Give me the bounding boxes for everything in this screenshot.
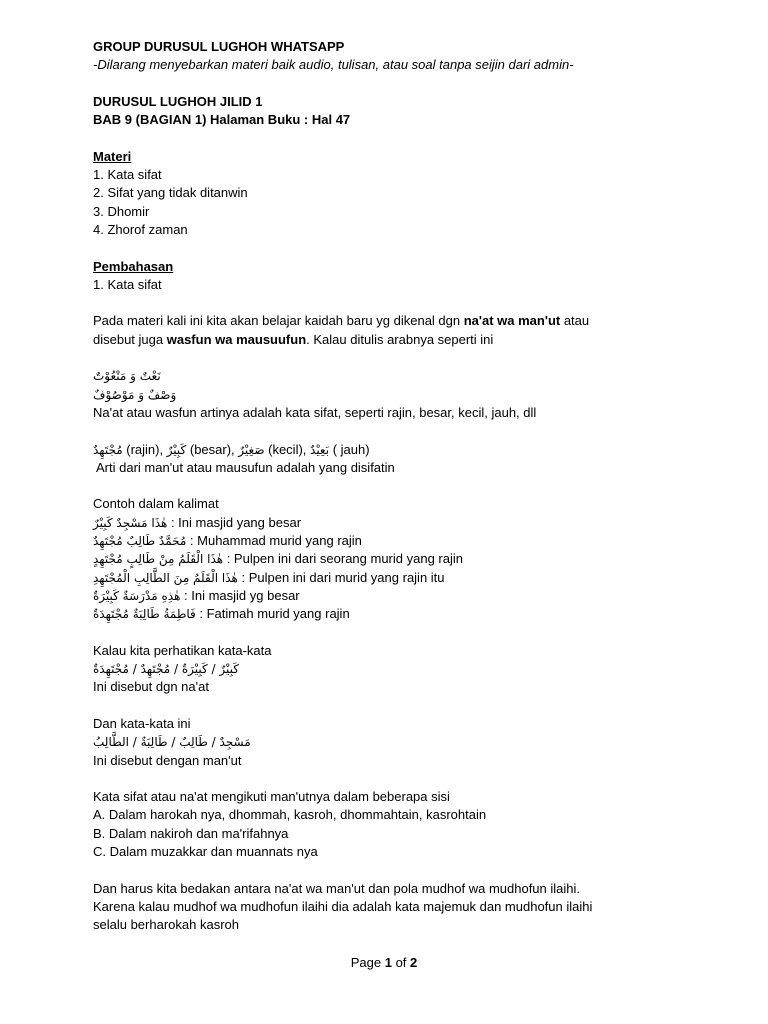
current-page-number: 1 (384, 955, 392, 970)
examples-heading: Contoh dalam kalimat (93, 496, 219, 512)
follow-item: B. Dalam nakiroh dan ma'rifahnya (93, 825, 289, 841)
closing-paragraph-line: Karena kalau mudhof wa mudhofun ilaihi dia adalah kata majemuk dan mudhofun ilaihi (93, 898, 593, 914)
distribution-notice: -Dilarang menyebarkan materi baik audio, tulisan, atau soal tanpa seijin dari admin- (93, 57, 574, 73)
pembahasan-heading: Pembahasan (93, 258, 174, 274)
example-sentence: هٰذَا مَسْجِدٌ كَبِيْرٌ : Ini masjid yang besar (93, 514, 302, 530)
materi-item: 4. Zhorof zaman (93, 221, 188, 237)
book-title: DURUSUL LUGHOH JILID 1 (93, 93, 263, 109)
arabic-word: بَعِيْدٌ (310, 442, 330, 457)
pembahasan-subheading: 1. Kata sifat (93, 276, 162, 292)
materi-item: 3. Dhomir (93, 203, 150, 219)
example-sentence: هٰذَا الْقَلَمُ مِنْ طَالِبٍ مُجْتَهِدٍ : Pulpen ini dari seorang murid yang rajin (93, 551, 463, 567)
arabic-word: كَبِيْرٌ (166, 442, 187, 457)
naat-label: Ini disebut dgn na'at (93, 679, 209, 695)
term-wasfun-wa-mausuufun: wasfun wa mausuufun (166, 331, 307, 347)
closing-paragraph-line: selalu berharokah kasroh (93, 917, 239, 933)
term-naat-wa-manut: na'at wa man'ut (463, 313, 561, 329)
manut-label: Ini disebut dengan man'ut (93, 752, 242, 768)
manut-heading: Dan kata-kata ini (93, 715, 191, 731)
arabic-term: وَصْفٌ وَ مَوْصُوْفٌ (93, 387, 177, 402)
follow-item: C. Dalam muzakkar dan muannats nya (93, 844, 318, 860)
materi-item: 2. Sifat yang tidak ditanwin (93, 185, 248, 201)
naat-word-list: كَبِيْرٌ / كَبِيْرَةٌ / مُجْتَهِدٌ / مُجْتَهِدَةٌ (93, 662, 239, 677)
example-sentence: فَاطِمَةُ طَالِبَةٌ مُجْتَهِدَةٌ : Fatimah murid yang rajin (93, 606, 350, 622)
follow-heading: Kata sifat atau na'at mengikuti man'utnya dalam beberapa sisi (93, 789, 450, 805)
follow-item: A. Dalam harokah nya, dhommah, kasroh, dhommahtain, kasrohtain (93, 807, 487, 823)
materi-item: 1. Kata sifat (93, 167, 162, 183)
intro-line-1: Pada materi kali ini kita akan belajar kaidah baru yg dikenal dgn na'at wa man'ut atau (93, 313, 590, 329)
perhatikan-heading: Kalau kita perhatikan kata-kata (93, 642, 272, 658)
manut-word-list: مَسْجِدٌ / طَالِبٌ / طَالِبَةٌ / الطَّالِبُ (93, 735, 251, 750)
manut-definition: Arti dari man'ut atau mausufun adalah yang disifatin (96, 459, 395, 475)
intro-line-2: disebut juga wasfun wa mausuufun. Kalau ditulis arabnya seperti ini (93, 331, 494, 347)
materi-heading: Materi (93, 148, 132, 164)
naat-definition: Na'at atau wasfun artinya adalah kata sifat, seperti rajin, besar, kecil, jauh, dll (93, 404, 537, 420)
arabic-word: صَغِيْرٌ (238, 442, 265, 457)
example-sentence: هٰذَا الْقَلَمُ مِنَ الطَّالِبِ الْمُجْتَهِدِ : Pulpen ini dari murid yang rajin itu (93, 569, 445, 585)
closing-paragraph-line: Dan harus kita bedakan antara na'at wa man'ut dan pola mudhof wa mudhofun ilaihi. (93, 880, 580, 896)
example-sentence: هٰذِهِ مَدْرَسَةٌ كَبِيْرَةٌ : Ini masjid yg besar (93, 587, 300, 603)
arabic-term: نَعْتٌ وَ مَنْعُوْتٌ (93, 369, 161, 384)
chapter-title: BAB 9 (BAGIAN 1) Halaman Buku : Hal 47 (93, 112, 351, 128)
adjective-examples: مُجْتَهِدٌ (rajin), كَبِيْرٌ (besar), صَغِيْرٌ (kecil), بَعِيْدٌ ( jauh) (93, 441, 370, 457)
arabic-word: مُجْتَهِدٌ (93, 442, 123, 457)
total-page-count: 2 (410, 955, 418, 970)
page-number-footer: Page 1 of 2 (350, 955, 418, 970)
example-sentence: مُحَمَّدٌ طَالِبٌ مُجْتَهِدٌ : Muhammad murid yang rajin (93, 533, 362, 549)
document-body (93, 38, 693, 935)
group-title: GROUP DURUSUL LUGHOH WHATSAPP (93, 39, 345, 54)
